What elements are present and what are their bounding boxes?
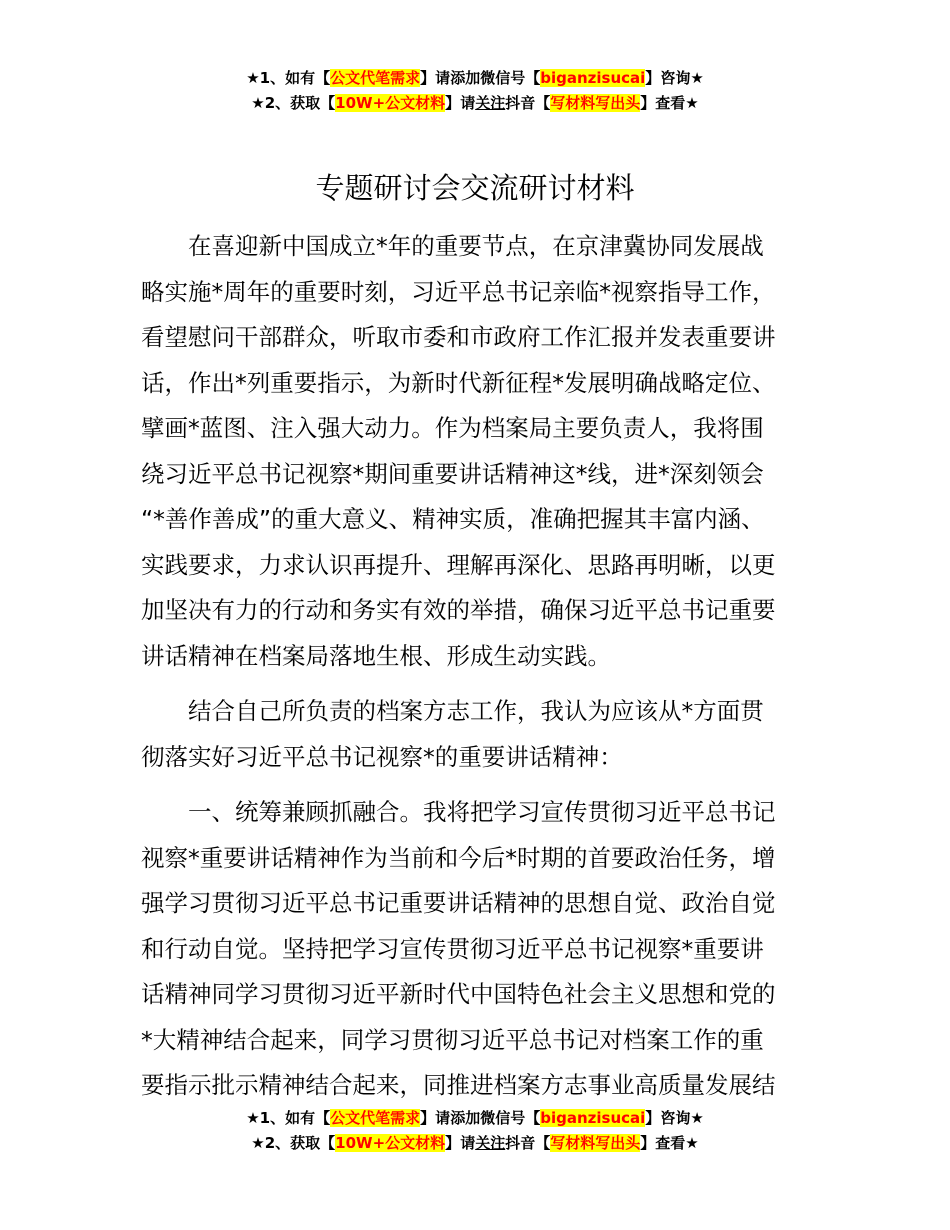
bracket: 】 (645, 69, 661, 87)
ad-text: 请 (435, 69, 451, 87)
douyin-name-highlight: 写材料写出头 (550, 1134, 641, 1152)
bracket: 】 (420, 69, 436, 87)
ad-text: 查看★ (655, 94, 699, 112)
ad-text: 咨询★ (660, 69, 704, 87)
bracket: 】 (420, 1109, 436, 1127)
ad-text-underlined: 关注 (475, 1134, 506, 1152)
bracket: 【 (535, 1134, 551, 1152)
wechat-id-highlight: biganzisucai (540, 1109, 646, 1127)
text-line: 要指示批示精神结合起来，同推进档案方志事业高质量发展结 (141, 1071, 776, 1099)
ad-text: ★2、获取 (251, 1134, 321, 1152)
text-line: 结合自己所负责的档案方志工作，我认为应该从*方面贯 (141, 697, 764, 725)
ad-text: 查看★ (655, 1134, 699, 1152)
service-highlight: 公文代笔需求 (330, 69, 421, 87)
text-line: 绕习近平总书记视察*期间重要讲话精神这*线，进*深刻领会 (141, 459, 764, 488)
bracket: 】 (640, 94, 656, 112)
text-line: 擘画*蓝图、注入强大动力。作为档案局主要负责人，我将围 (141, 414, 764, 442)
header-ad-banner (0, 66, 950, 116)
ad-text: 微信号 (480, 69, 526, 87)
ad-text: 咨询★ (660, 1109, 704, 1127)
paragraph (141, 689, 821, 780)
wechat-id-highlight: biganzisucai (540, 69, 646, 87)
bracket: 【 (320, 94, 336, 112)
paragraph-spacer (141, 780, 821, 790)
text-line: 和行动自觉。坚持把学习宣传贯彻习近平总书记视察*重要讲 (141, 934, 764, 963)
paragraph (141, 224, 821, 679)
douyin-name-highlight: 写材料写出头 (550, 94, 641, 112)
text-line: 话精神同学习贯彻习近平新时代中国特色社会主义思想和党的 (141, 980, 776, 1008)
bracket: 【 (315, 1109, 331, 1127)
material-highlight: 10W+公文材料 (335, 1134, 446, 1152)
text-line: 在喜迎新中国成立*年的重要节点，在京津冀协同发展战 (141, 232, 764, 260)
footer-ad-banner (0, 1106, 950, 1156)
ad-text: 请 (435, 1109, 451, 1127)
ad-text: 添加 (450, 1109, 481, 1127)
text-line: 略实施*周年的重要时刻，习近平总书记亲临*视察指导工作， (141, 277, 776, 306)
document-body (141, 224, 821, 1109)
ad-line-2 (0, 91, 950, 116)
bracket: 】 (645, 1109, 661, 1127)
material-highlight: 10W+公文材料 (335, 94, 446, 112)
ad-text: 添加 (450, 69, 481, 87)
bracket: 】 (445, 1134, 461, 1152)
paragraph-spacer (141, 679, 821, 689)
text-line: “*善作善成”的重大意义、精神实质，准确把握其丰富内涵、 (141, 505, 765, 533)
text-line: 讲话精神在档案局落地生根、形成生动实践。 (141, 641, 611, 670)
ad-text: 微信号 (480, 1109, 526, 1127)
ad-line-1 (0, 1106, 950, 1131)
ad-text: ★2、获取 (251, 94, 321, 112)
text-line: 加坚决有力的行动和务实有效的举措，确保习近平总书记重要 (141, 596, 776, 624)
ad-text: ★1、如有 (246, 1109, 316, 1127)
bracket: 】 (445, 94, 461, 112)
bracket: 【 (320, 1134, 336, 1152)
ad-text: 请 (460, 1134, 476, 1152)
bracket: 】 (640, 1134, 656, 1152)
ad-text: 抖音 (505, 94, 536, 112)
bracket: 【 (525, 1109, 541, 1127)
text-line: 一、统筹兼顾抓融合。我将把学习宣传贯彻习近平总书记 (141, 798, 776, 826)
document-title: 专题研讨会交流研讨材料 (315, 171, 635, 205)
text-line: 实践要求，力求认识再提升、理解再深化、思路再明晰，以更 (141, 550, 776, 579)
ad-text: 请 (460, 94, 476, 112)
text-line: 看望慰问干部群众，听取市委和市政府工作汇报并发表重要讲 (141, 323, 776, 351)
paragraph (141, 790, 821, 1109)
ad-text: ★1、如有 (246, 69, 316, 87)
bracket: 【 (525, 69, 541, 87)
ad-line-2 (0, 1131, 950, 1156)
ad-text-underlined: 关注 (475, 94, 506, 112)
text-line: 强学习贯彻习近平总书记重要讲话精神的思想自觉、政治自觉 (141, 889, 776, 917)
text-line: 视察*重要讲话精神作为当前和今后*时期的首要政治任务，增 (141, 843, 776, 872)
bracket: 【 (535, 94, 551, 112)
text-line: 彻落实好习近平总书记视察*的重要讲话精神： (141, 742, 623, 771)
ad-line-1 (0, 66, 950, 91)
bracket: 【 (315, 69, 331, 87)
ad-text: 抖音 (505, 1134, 536, 1152)
text-line: *大精神结合起来，同学习贯彻习近平总书记对档案工作的重 (141, 1025, 764, 1054)
service-highlight: 公文代笔需求 (330, 1109, 421, 1127)
text-line: 话，作出*列重要指示，为新时代新征程*发展明确战略定位、 (141, 368, 776, 397)
